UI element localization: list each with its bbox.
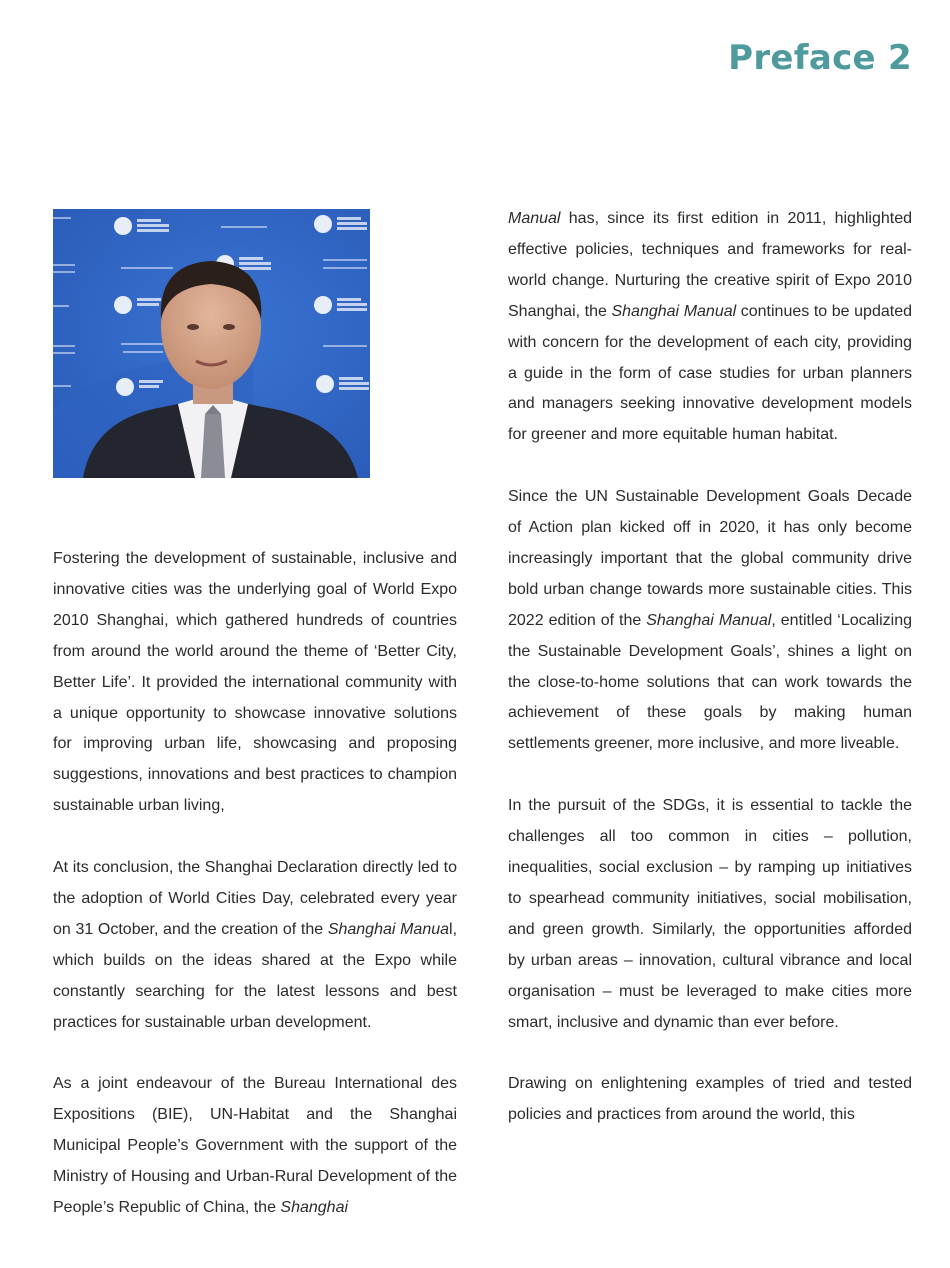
paragraph-text: Since the UN Sustainable Development Goals Decade of Action plan kicked off in 2020, it has only become increasingly important that the global community drive bold urban change towards more sustainable cities. This 2022 edition of the bbox=[508, 488, 912, 629]
italic-title-text: Shanghai Manua bbox=[327, 920, 450, 938]
italic-title-text: Manual bbox=[508, 210, 561, 227]
paragraph-text: Fostering the development of sustainable, inclusive and innovative cities was the underlying goal of World Expo 2010 Shanghai, which gathered hundreds of countries from around the world around the theme of ‘Better City, Better Life’. It provided the international community with a unique opportunity to showcase innovative solutions for improving urban life, showcasing and proposing suggestions, innovations and best practices to champion sustainable urban living, bbox=[53, 550, 457, 815]
paragraph bbox=[508, 791, 912, 1038]
paragraph bbox=[53, 1069, 457, 1224]
portrait-illustration bbox=[53, 209, 370, 478]
paragraph bbox=[53, 544, 457, 822]
paragraph-text: Drawing on enlightening examples of tried and tested policies and practices from around the world, this bbox=[508, 1075, 912, 1124]
italic-title-text: Shanghai Manual bbox=[646, 611, 772, 629]
paragraph bbox=[508, 1069, 912, 1131]
italic-title-text: Shanghai bbox=[280, 1199, 349, 1216]
paragraph-text: In the pursuit of the SDGs, it is essential to tackle the challenges all too common in cities – pollution, inequalities, social exclusion – by ramping up initiatives to spearhead community initiatives, social mobilisation, and green growth. Similarly, the opportunities afforded by urban areas – innovation, cultural vibrance and local organisation – must be leveraged to make cities more smart, inclusive and dynamic than ever before. bbox=[508, 797, 912, 1031]
page-title: Preface 2 bbox=[728, 38, 912, 78]
paragraph-text: As a joint endeavour of the Bureau International des Expositions (BIE), UN-Habitat and the Shanghai Municipal People’s Government with the support of the Ministry of Housing and Urban-Rural Development of the People’s Republic of China, the bbox=[53, 1075, 457, 1216]
right-column bbox=[508, 204, 912, 1131]
italic-title-text: Shanghai Manual bbox=[611, 302, 737, 320]
paragraph-text: has, since its first edition in 2011, highlighted effective policies, techniques and frameworks for real-world change. Nurturing the creative spirit of Expo 2010 Shanghai, the bbox=[508, 210, 912, 320]
paragraph-text: continues to be updated with concern for the development of each city, providing a guide in the form of case studies for urban planners and managers seeking innovative development models for greener and more equitable human habitat. bbox=[508, 302, 912, 444]
paragraph-text: l, which builds on the ideas shared at the Expo while constantly searching for the latest lessons and best practices for sustainable urban development. bbox=[53, 920, 458, 1031]
portrait-photo bbox=[53, 209, 370, 478]
paragraph bbox=[508, 204, 912, 451]
paragraph-text: , entitled ‘Localizing the Sustainable Development Goals’, shines a light on the close-to-home solutions that can work towards the achievement of these goals by making human settlements greener, more inclusive, and more liveable. bbox=[508, 611, 913, 753]
paragraph bbox=[53, 853, 457, 1038]
paragraph bbox=[508, 482, 912, 760]
left-column bbox=[53, 544, 457, 1224]
paragraph-text: At its conclusion, the Shanghai Declaration directly led to the adoption of World Cities Day, celebrated every year on 31 October, and the creation of the bbox=[53, 859, 457, 938]
